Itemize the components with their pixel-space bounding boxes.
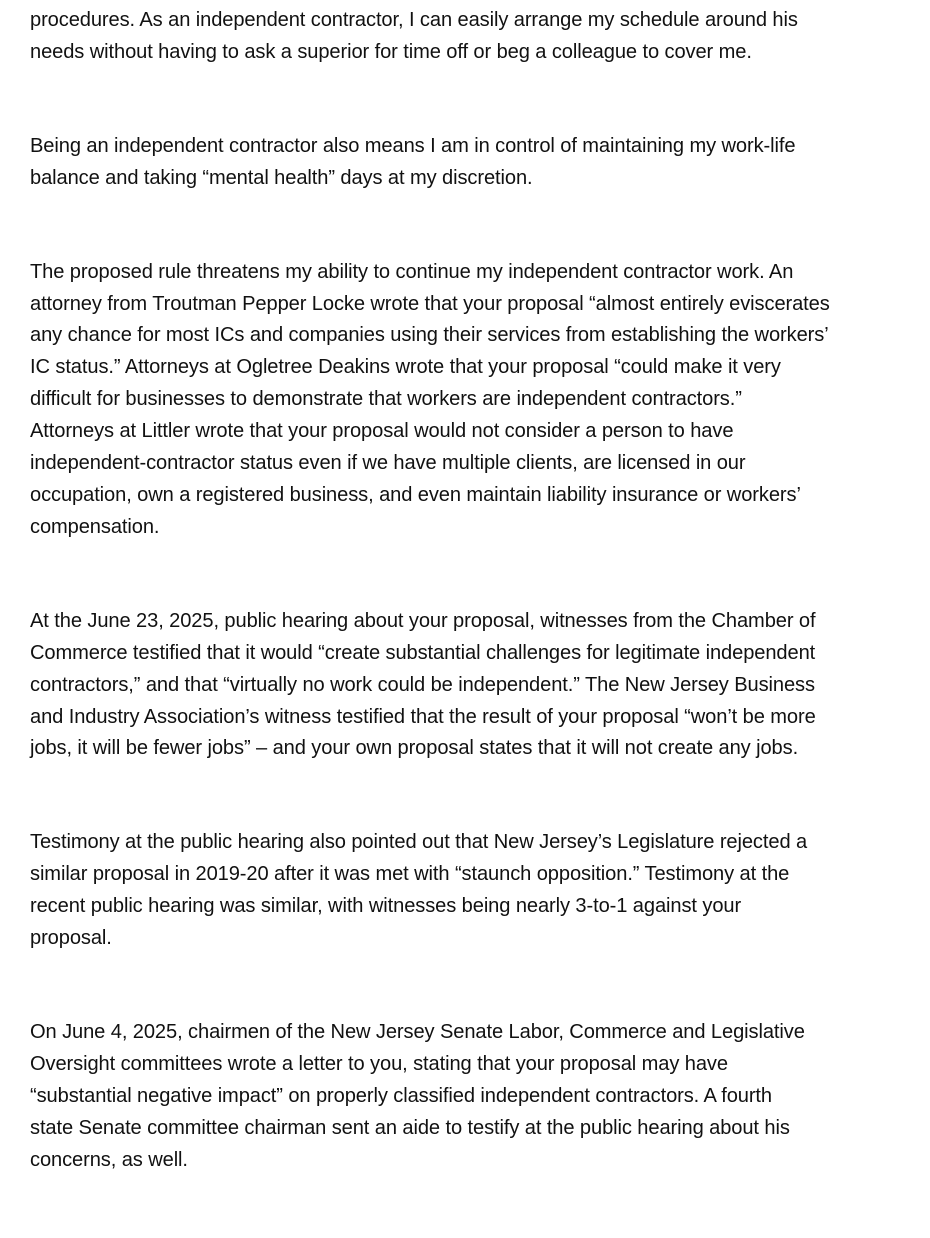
text-line: occupation, own a registered business, and even maintain liability insurance or workers’	[30, 483, 801, 506]
text-line: Testimony at the public hearing also pointed out that New Jersey’s Legislature rejected a	[30, 831, 808, 854]
text-line: “substantial negative impact” on properly classified independent contractors. A fourth	[30, 1084, 772, 1107]
text-line: Oversight committees wrote a letter to you, stating that your proposal may have	[30, 1052, 728, 1075]
paragraph-public-hearing	[30, 606, 912, 766]
text-line: recent public hearing was similar, with witnesses being nearly 3-to-1 against your	[30, 895, 742, 918]
text-line: attorney from Troutman Pepper Locke wrote that your proposal “almost entirely eviscerates	[30, 292, 830, 315]
paragraph-schedule	[30, 5, 912, 69]
text-line: similar proposal in 2019-20 after it was met with “staunch opposition.” Testimony at the	[30, 863, 790, 886]
paragraph-proposed-rule	[30, 257, 912, 544]
text-line: IC status.” Attorneys at Ogletree Deakins wrote that your proposal “could make it very	[30, 356, 781, 379]
text-line: On June 4, 2025, chairmen of the New Jersey Senate Labor, Commerce and Legislative	[30, 1020, 805, 1043]
text-line: balance and taking “mental health” days at my discretion.	[30, 166, 533, 189]
text-line: independent-contractor status even if we have multiple clients, are licensed in our	[30, 452, 746, 475]
text-line: needs without having to ask a superior for time off or beg a colleague to cover me.	[30, 40, 752, 63]
text-line: Being an independent contractor also means I am in control of maintaining my work-life	[30, 134, 796, 157]
paragraph-work-life-balance	[30, 131, 912, 195]
text-line: and Industry Association’s witness testified that the result of your proposal “won’t be more	[30, 705, 816, 728]
text-line: Commerce testified that it would “create substantial challenges for legitimate independent	[30, 641, 816, 664]
text-line: compensation.	[30, 515, 160, 538]
text-line: any chance for most ICs and companies using their services from establishing the workers’	[30, 324, 829, 347]
text-line: state Senate committee chairman sent an aide to testify at the public hearing about his	[30, 1116, 790, 1139]
text-line: jobs, it will be fewer jobs” – and your own proposal states that it will not create any jobs.	[30, 737, 799, 760]
text-line: contractors,” and that “virtually no work could be independent.” The New Jersey Business	[30, 673, 815, 696]
paragraph-senate-letter	[30, 1017, 912, 1177]
text-line: difficult for businesses to demonstrate that workers are independent contractors.”	[30, 388, 742, 411]
text-line: At the June 23, 2025, public hearing about your proposal, witnesses from the Chamber of	[30, 609, 816, 632]
text-line: proposal.	[30, 927, 112, 950]
document-body	[30, 5, 912, 1238]
paragraph-testimony	[30, 827, 912, 955]
text-line: procedures. As an independent contractor, I can easily arrange my schedule around his	[30, 9, 798, 31]
text-line: concerns, as well.	[30, 1148, 188, 1171]
text-line: The proposed rule threatens my ability to continue my independent contractor work. An	[30, 260, 794, 283]
text-line: Attorneys at Littler wrote that your proposal would not consider a person to have	[30, 420, 734, 443]
